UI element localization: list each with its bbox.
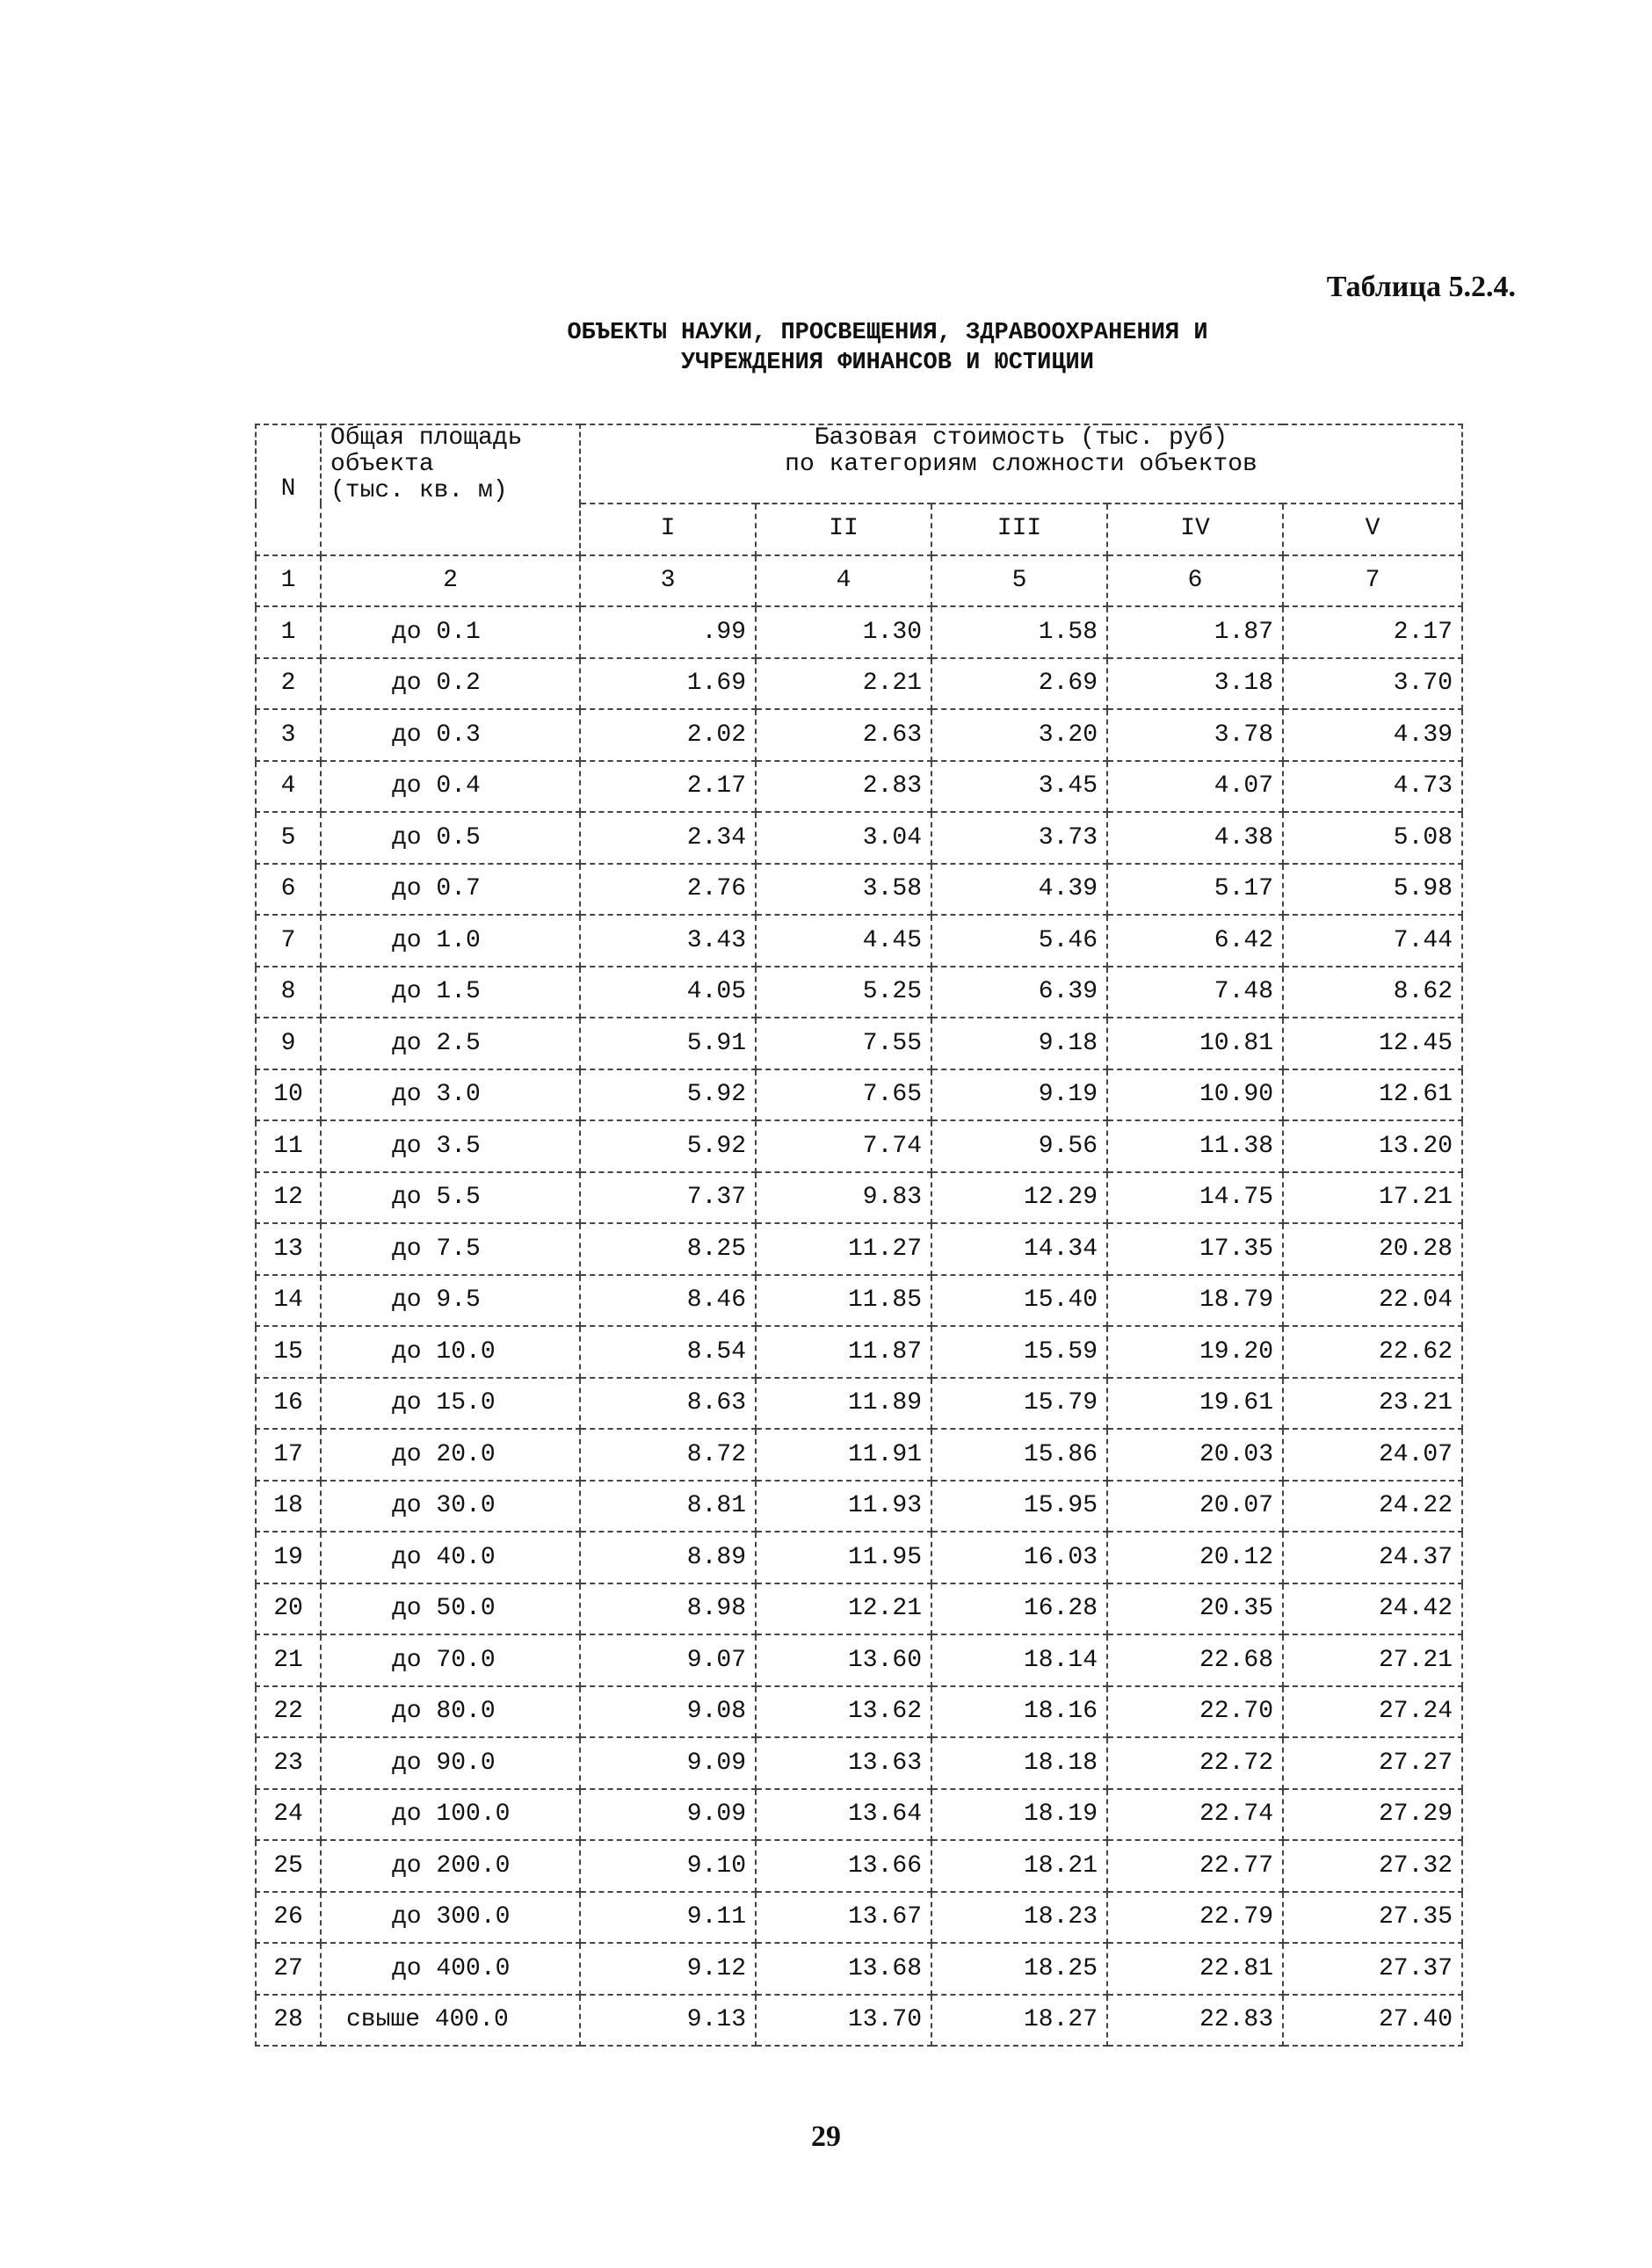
cost-cell-iii: 16.03: [931, 1532, 1107, 1583]
table-row: [256, 1326, 1462, 1378]
row-number: 1: [256, 606, 321, 658]
cost-cell-iii: 18.16: [931, 1686, 1107, 1738]
header-cost-line-2: по категориям сложности объектов: [785, 451, 1257, 478]
cost-cell-ii: 3.04: [756, 812, 931, 864]
cost-cell-v: 12.61: [1283, 1069, 1462, 1121]
cost-cell-iii: 15.59: [931, 1326, 1107, 1378]
col-number-2: 2: [321, 555, 580, 607]
table-row: [256, 967, 1462, 1018]
cost-cell-ii: 11.87: [756, 1326, 931, 1378]
cost-cell-i: 2.17: [580, 761, 756, 813]
header-area-line-1: Общая площадь: [330, 424, 523, 452]
cost-cell-i: 1.69: [580, 658, 756, 710]
row-area: до 0.3: [321, 709, 580, 761]
row-area: до 400.0: [321, 1943, 580, 1995]
row-area: до 0.7: [321, 864, 580, 916]
header-area-line-2: объекта: [330, 451, 434, 478]
cost-cell-iv: 6.42: [1107, 915, 1283, 967]
col-number-3: 3: [580, 555, 756, 607]
cost-cell-iv: 7.48: [1107, 967, 1283, 1018]
cost-cell-iii: 15.40: [931, 1275, 1107, 1327]
row-area: до 3.5: [321, 1120, 580, 1172]
table-row: [256, 1737, 1462, 1789]
cost-cell-iv: 4.07: [1107, 761, 1283, 813]
row-number: 5: [256, 812, 321, 864]
cost-cell-iii: 18.14: [931, 1634, 1107, 1686]
row-number: 23: [256, 1737, 321, 1789]
table-body: [256, 424, 1462, 2046]
col-number-5: 5: [931, 555, 1107, 607]
cost-cell-ii: 11.95: [756, 1532, 931, 1583]
table-row: [256, 915, 1462, 967]
row-number: 9: [256, 1018, 321, 1069]
cost-cell-ii: 7.65: [756, 1069, 931, 1121]
cost-cell-ii: 13.68: [756, 1943, 931, 1995]
cost-cell-v: 24.22: [1283, 1481, 1462, 1533]
table-row: [256, 1995, 1462, 2047]
cost-cell-i: 2.76: [580, 864, 756, 916]
cost-cell-iii: 18.21: [931, 1840, 1107, 1892]
row-area: свыше 400.0: [321, 1995, 580, 2047]
table-row: [256, 1172, 1462, 1224]
table-row: [256, 1634, 1462, 1686]
row-area: до 1.0: [321, 915, 580, 967]
cost-cell-i: 9.07: [580, 1634, 756, 1686]
cost-cell-v: 24.37: [1283, 1532, 1462, 1583]
row-area: до 50.0: [321, 1583, 580, 1635]
cost-cell-v: 20.28: [1283, 1223, 1462, 1275]
table-row: [256, 1532, 1462, 1583]
cost-cell-iv: 19.20: [1107, 1326, 1283, 1378]
table-row: [256, 761, 1462, 813]
row-number: 3: [256, 709, 321, 761]
cost-cell-ii: 12.21: [756, 1583, 931, 1635]
table-row: [256, 1686, 1462, 1738]
table-row: [256, 658, 1462, 710]
row-number: 28: [256, 1995, 321, 2047]
cost-cell-ii: 13.70: [756, 1995, 931, 2047]
cost-cell-i: 8.46: [580, 1275, 756, 1327]
row-number: 27: [256, 1943, 321, 1995]
row-number: 18: [256, 1481, 321, 1533]
cost-cell-ii: 13.63: [756, 1737, 931, 1789]
table-row: [256, 1120, 1462, 1172]
table-row: [256, 1583, 1462, 1635]
row-area: до 0.1: [321, 606, 580, 658]
cost-cell-iii: 1.58: [931, 606, 1107, 658]
header-row-1: [256, 424, 1462, 504]
table-row: [256, 1943, 1462, 1995]
cost-cell-ii: 13.66: [756, 1840, 931, 1892]
row-number: 7: [256, 915, 321, 967]
cost-cell-v: 5.08: [1283, 812, 1462, 864]
cost-cell-iii: 15.86: [931, 1429, 1107, 1481]
row-area: до 40.0: [321, 1532, 580, 1583]
cost-cell-iv: 22.72: [1107, 1737, 1283, 1789]
row-area: до 0.5: [321, 812, 580, 864]
row-number: 22: [256, 1686, 321, 1738]
cost-cell-v: 27.35: [1283, 1892, 1462, 1944]
row-number: 8: [256, 967, 321, 1018]
category-iv: IV: [1107, 504, 1283, 555]
table-row: [256, 1429, 1462, 1481]
row-area: до 0.4: [321, 761, 580, 813]
table-title: [0, 318, 1652, 378]
cost-cell-i: 9.11: [580, 1892, 756, 1944]
cost-cell-i: 2.34: [580, 812, 756, 864]
cost-cell-v: 3.70: [1283, 658, 1462, 710]
cost-cell-v: 22.04: [1283, 1275, 1462, 1327]
cost-cell-iii: 16.28: [931, 1583, 1107, 1635]
row-area: до 10.0: [321, 1326, 580, 1378]
cost-cell-ii: 11.27: [756, 1223, 931, 1275]
table-row: [256, 1892, 1462, 1944]
cost-cell-iv: 20.35: [1107, 1583, 1283, 1635]
cost-cell-ii: 7.74: [756, 1120, 931, 1172]
row-number: 20: [256, 1583, 321, 1635]
cost-cell-iii: 3.73: [931, 812, 1107, 864]
cost-cell-i: 5.91: [580, 1018, 756, 1069]
row-area: до 100.0: [321, 1789, 580, 1841]
table-row: [256, 606, 1462, 658]
cost-cell-i: 8.25: [580, 1223, 756, 1275]
cost-cell-i: .99: [580, 606, 756, 658]
cost-cell-i: 9.10: [580, 1840, 756, 1892]
row-number: 26: [256, 1892, 321, 1944]
cost-cell-i: 4.05: [580, 967, 756, 1018]
cost-cell-v: 23.21: [1283, 1378, 1462, 1430]
row-area: до 300.0: [321, 1892, 580, 1944]
cost-cell-iv: 22.81: [1107, 1943, 1283, 1995]
cost-cell-ii: 2.21: [756, 658, 931, 710]
row-number: 11: [256, 1120, 321, 1172]
row-area: до 9.5: [321, 1275, 580, 1327]
cost-cell-iv: 20.07: [1107, 1481, 1283, 1533]
table-row: [256, 1789, 1462, 1841]
row-area: до 1.5: [321, 967, 580, 1018]
row-number: 16: [256, 1378, 321, 1430]
cost-cell-v: 27.21: [1283, 1634, 1462, 1686]
cost-cell-i: 9.09: [580, 1789, 756, 1841]
cost-cell-iii: 4.39: [931, 864, 1107, 916]
row-area: до 70.0: [321, 1634, 580, 1686]
table-row: [256, 1069, 1462, 1121]
row-area: до 3.0: [321, 1069, 580, 1121]
cost-cell-iv: 20.12: [1107, 1532, 1283, 1583]
cost-cell-ii: 11.89: [756, 1378, 931, 1430]
cost-cell-iii: 6.39: [931, 967, 1107, 1018]
table-row: [256, 1840, 1462, 1892]
cost-cell-i: 8.81: [580, 1481, 756, 1533]
cost-cell-iii: 9.18: [931, 1018, 1107, 1069]
cost-cell-i: 5.92: [580, 1120, 756, 1172]
cost-cell-iii: 12.29: [931, 1172, 1107, 1224]
cost-cell-ii: 2.83: [756, 761, 931, 813]
row-area: до 0.2: [321, 658, 580, 710]
table-row: [256, 864, 1462, 916]
cost-cell-v: 27.32: [1283, 1840, 1462, 1892]
cost-cell-iii: 18.23: [931, 1892, 1107, 1944]
cost-cell-v: 12.45: [1283, 1018, 1462, 1069]
col-number-7: 7: [1283, 555, 1462, 607]
table-row: [256, 709, 1462, 761]
cost-cell-iv: 22.83: [1107, 1995, 1283, 2047]
row-number: 6: [256, 864, 321, 916]
cost-cell-iii: 5.46: [931, 915, 1107, 967]
cost-cell-v: 7.44: [1283, 915, 1462, 967]
cost-cell-iii: 15.95: [931, 1481, 1107, 1533]
cost-cell-iv: 4.38: [1107, 812, 1283, 864]
row-number: 15: [256, 1326, 321, 1378]
title-line-1: ОБЪЕКТЫ НАУКИ, ПРОСВЕЩЕНИЯ, ЗДРАВООХРАНЕНИЯ И: [567, 320, 1208, 346]
header-area: [321, 424, 580, 555]
cost-cell-i: 9.08: [580, 1686, 756, 1738]
cost-cell-iii: 14.34: [931, 1223, 1107, 1275]
cost-cell-ii: 7.55: [756, 1018, 931, 1069]
cost-cell-ii: 1.30: [756, 606, 931, 658]
row-number: 21: [256, 1634, 321, 1686]
cost-cell-v: 17.21: [1283, 1172, 1462, 1224]
cost-cell-iii: 9.19: [931, 1069, 1107, 1121]
cost-cell-iv: 17.35: [1107, 1223, 1283, 1275]
cost-cell-ii: 13.67: [756, 1892, 931, 1944]
cost-cell-iii: 3.45: [931, 761, 1107, 813]
cost-cell-iv: 22.77: [1107, 1840, 1283, 1892]
cost-cell-ii: 5.25: [756, 967, 931, 1018]
cost-cell-i: 7.37: [580, 1172, 756, 1224]
row-area: до 20.0: [321, 1429, 580, 1481]
cost-cell-v: 27.24: [1283, 1686, 1462, 1738]
cost-cell-ii: 11.91: [756, 1429, 931, 1481]
cost-cell-v: 4.73: [1283, 761, 1462, 813]
cost-cell-iv: 14.75: [1107, 1172, 1283, 1224]
cost-cell-v: 4.39: [1283, 709, 1462, 761]
row-number: 10: [256, 1069, 321, 1121]
row-area: до 2.5: [321, 1018, 580, 1069]
cost-cell-iii: 18.18: [931, 1737, 1107, 1789]
cost-cell-v: 22.62: [1283, 1326, 1462, 1378]
cost-cell-v: 13.20: [1283, 1120, 1462, 1172]
row-number: 2: [256, 658, 321, 710]
cost-cell-iii: 2.69: [931, 658, 1107, 710]
row-area: до 80.0: [321, 1686, 580, 1738]
table-label: Таблица 5.2.4.: [1326, 271, 1516, 303]
cost-cell-iv: 3.18: [1107, 658, 1283, 710]
row-number: 12: [256, 1172, 321, 1224]
cost-cell-ii: 9.83: [756, 1172, 931, 1224]
cost-cell-ii: 11.93: [756, 1481, 931, 1533]
cost-cell-i: 2.02: [580, 709, 756, 761]
cost-cell-iv: 3.78: [1107, 709, 1283, 761]
col-number-1: 1: [256, 555, 321, 607]
cost-cell-i: 9.09: [580, 1737, 756, 1789]
cost-cell-i: 8.54: [580, 1326, 756, 1378]
row-number: 24: [256, 1789, 321, 1841]
table-row: [256, 1018, 1462, 1069]
cost-cell-iii: 18.19: [931, 1789, 1107, 1841]
header-area-line-3: (тыс. кв. м): [330, 477, 508, 504]
cost-cell-ii: 4.45: [756, 915, 931, 967]
cost-cell-i: 8.89: [580, 1532, 756, 1583]
cost-cell-iii: 3.20: [931, 709, 1107, 761]
cost-cell-v: 24.42: [1283, 1583, 1462, 1635]
cost-cell-ii: 13.62: [756, 1686, 931, 1738]
row-area: до 200.0: [321, 1840, 580, 1892]
table-row: [256, 1223, 1462, 1275]
category-v: V: [1283, 504, 1462, 555]
cost-cell-v: 27.40: [1283, 1995, 1462, 2047]
cost-cell-v: 8.62: [1283, 967, 1462, 1018]
page-number: 29: [811, 2120, 841, 2153]
header-n: N: [256, 424, 321, 555]
cost-cell-i: 5.92: [580, 1069, 756, 1121]
cost-cell-v: 5.98: [1283, 864, 1462, 916]
cost-cell-iii: 18.25: [931, 1943, 1107, 1995]
cost-cell-iv: 20.03: [1107, 1429, 1283, 1481]
cost-cell-iv: 22.68: [1107, 1634, 1283, 1686]
row-area: до 15.0: [321, 1378, 580, 1430]
title-line-2: УЧРЕЖДЕНИЯ ФИНАНСОВ И ЮСТИЦИИ: [681, 350, 1094, 376]
cost-cell-ii: 2.63: [756, 709, 931, 761]
cost-cell-ii: 13.64: [756, 1789, 931, 1841]
cost-cell-i: 3.43: [580, 915, 756, 967]
cost-cell-iv: 11.38: [1107, 1120, 1283, 1172]
header-cost-line-1: Базовая стоимость (тыс. руб): [814, 424, 1228, 452]
cost-cell-iv: 22.70: [1107, 1686, 1283, 1738]
cost-cell-v: 27.29: [1283, 1789, 1462, 1841]
table-row: [256, 1481, 1462, 1533]
category-ii: II: [756, 504, 931, 555]
header-cost: [580, 424, 1462, 504]
cost-cell-iii: 9.56: [931, 1120, 1107, 1172]
row-area: до 30.0: [321, 1481, 580, 1533]
row-number: 17: [256, 1429, 321, 1481]
column-number-row: [256, 555, 1462, 607]
cost-cell-iv: 18.79: [1107, 1275, 1283, 1327]
cost-cell-v: 2.17: [1283, 606, 1462, 658]
col-number-6: 6: [1107, 555, 1283, 607]
cost-cell-ii: 3.58: [756, 864, 931, 916]
cost-cell-i: 9.12: [580, 1943, 756, 1995]
cost-cell-v: 27.37: [1283, 1943, 1462, 1995]
cost-cell-iv: 10.81: [1107, 1018, 1283, 1069]
cost-cell-i: 8.72: [580, 1429, 756, 1481]
row-number: 14: [256, 1275, 321, 1327]
row-area: до 90.0: [321, 1737, 580, 1789]
row-number: 13: [256, 1223, 321, 1275]
cost-cell-iv: 5.17: [1107, 864, 1283, 916]
row-number: 4: [256, 761, 321, 813]
cost-cell-v: 24.07: [1283, 1429, 1462, 1481]
cost-cell-ii: 13.60: [756, 1634, 931, 1686]
cost-cell-v: 27.27: [1283, 1737, 1462, 1789]
cost-cell-iv: 19.61: [1107, 1378, 1283, 1430]
row-number: 19: [256, 1532, 321, 1583]
cost-cell-ii: 11.85: [756, 1275, 931, 1327]
cost-cell-iv: 22.74: [1107, 1789, 1283, 1841]
row-area: до 5.5: [321, 1172, 580, 1224]
cost-table: [255, 424, 1463, 2047]
row-area: до 7.5: [321, 1223, 580, 1275]
cost-cell-iii: 18.27: [931, 1995, 1107, 2047]
table-row: [256, 812, 1462, 864]
cost-cell-i: 9.13: [580, 1995, 756, 2047]
cost-cell-i: 8.63: [580, 1378, 756, 1430]
table-row: [256, 1378, 1462, 1430]
category-i: I: [580, 504, 756, 555]
row-number: 25: [256, 1840, 321, 1892]
category-iii: III: [931, 504, 1107, 555]
cost-cell-iv: 10.90: [1107, 1069, 1283, 1121]
cost-cell-i: 8.98: [580, 1583, 756, 1635]
cost-cell-iv: 22.79: [1107, 1892, 1283, 1944]
table-row: [256, 1275, 1462, 1327]
cost-cell-iii: 15.79: [931, 1378, 1107, 1430]
cost-cell-iv: 1.87: [1107, 606, 1283, 658]
col-number-4: 4: [756, 555, 931, 607]
